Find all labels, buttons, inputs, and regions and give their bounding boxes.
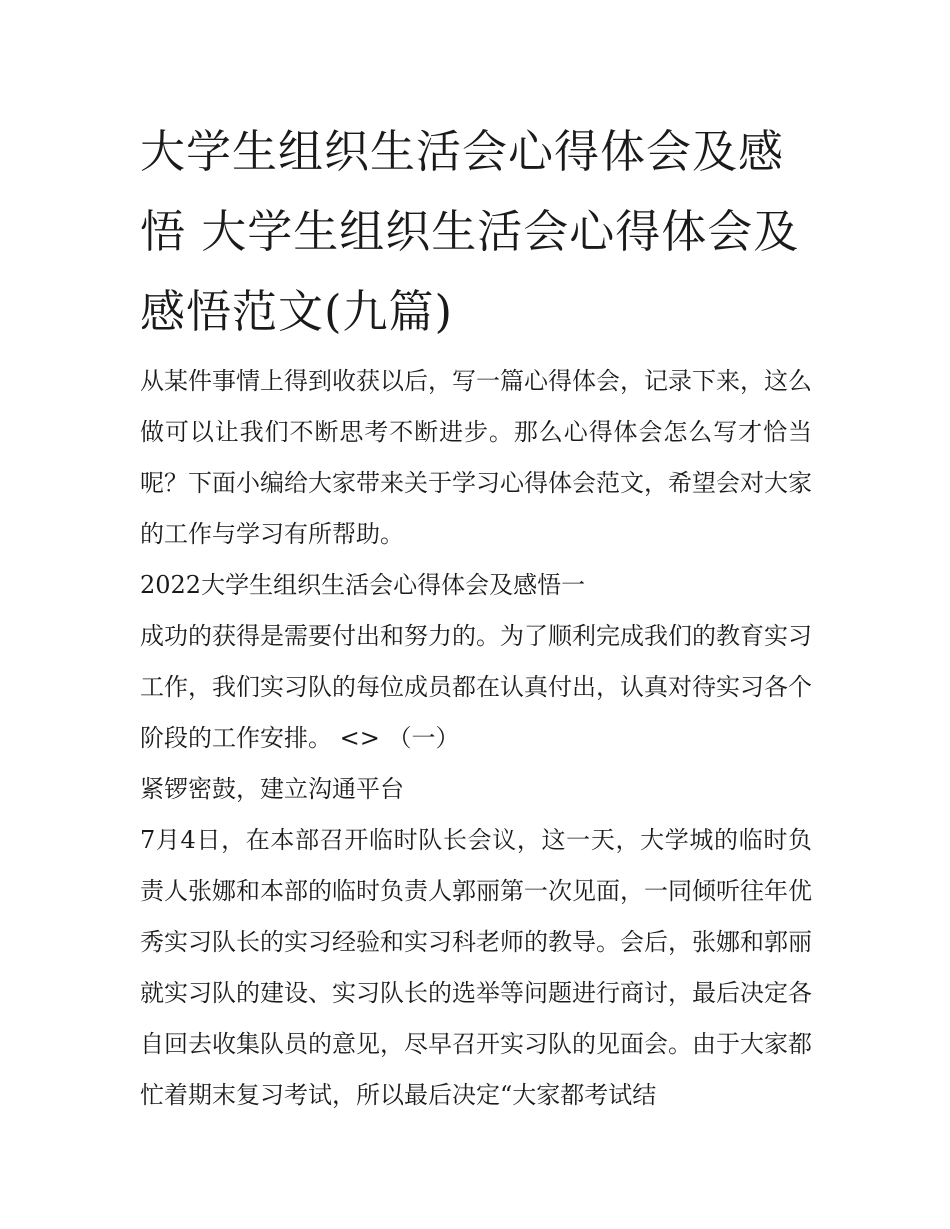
document-title: 大学生组织生活会心得体会及感悟 大学生组织生活会心得体会及感悟范文(九篇) [140, 125, 800, 338]
section-heading: 2022大学生组织生活会心得体会及感悟一 [140, 571, 586, 599]
intro-paragraph: 从某件事情上得到收获以后，写一篇心得体会，记录下来，这么做可以让我们不断思考不断进步。那么心得体会怎么写才恰当呢？下面小编给大家带来关于学习心得体会范文，希望会对大家的工作与学习有所帮助。 [140, 367, 812, 548]
body-paragraph: 成功的获得是需要付出和努力的。为了顺利完成我们的教育实习工作，我们实习队的每位成员都在认真付出，认真对待实习各个阶段的工作安排。 <> （一） [140, 622, 812, 752]
subsection-heading: 紧锣密鼓，建立沟通平台 [140, 775, 404, 803]
body-paragraph: 7月4日，在本部召开临时队长会议，这一天，大学城的临时负责人张娜和本部的临时负责人郭丽第一次见面，一同倾听往年优秀实习队长的实习经验和实习科老师的教导。会后，张娜和郭丽就实习队的建设、实习队长的选举等问题进行商讨，最后决定各自回去收集队员的意见，尽早召开实习队的见面会。由于大家都忙着期末复习考试，所以最后决定“大家都考试结 [140, 826, 812, 1109]
document-body [140, 356, 812, 1121]
document-page [140, 112, 812, 1121]
